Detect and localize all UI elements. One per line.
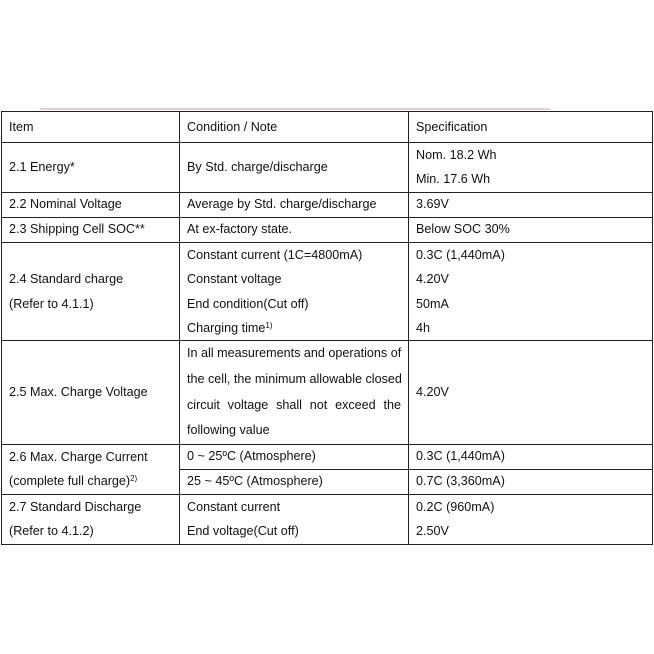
nominal-voltage-spec: 3.69V xyxy=(409,192,653,217)
max-charge-voltage-spec: 4.20V xyxy=(409,341,653,444)
condition-line: In all measurements and operations of xyxy=(187,346,402,361)
table-header-row xyxy=(2,112,653,143)
header-specification: Specification xyxy=(409,112,653,143)
standard-discharge-item xyxy=(2,494,180,544)
standard-discharge-item-title: 2.7 Standard Discharge xyxy=(9,499,142,514)
charging-time-label: Charging time xyxy=(187,320,266,335)
energy-spec-nom: Nom. 18.2 Wh xyxy=(416,148,497,162)
condition-line: Constant current (1C=4800mA) xyxy=(187,247,363,262)
condition-line: Constant voltage xyxy=(187,272,282,287)
shipping-soc-condition: At ex-factory state. xyxy=(180,217,409,242)
condition-line xyxy=(187,316,401,340)
max-charge-current-spec-1: 0.3C (1,440mA) xyxy=(409,444,653,469)
max-charge-current-item-title: 2.6 Max. Charge Current xyxy=(9,449,148,464)
row-max-charge-voltage xyxy=(2,341,653,444)
spec-line: 2.50V xyxy=(416,524,449,539)
standard-charge-item-ref: (Refer to 4.1.1) xyxy=(9,296,94,311)
standard-discharge-item-ref: (Refer to 4.1.2) xyxy=(9,524,94,539)
max-charge-current-condition-1: 0 ~ 25ºC (Atmosphere) xyxy=(180,444,409,469)
row-shipping-soc xyxy=(2,217,653,242)
row-standard-charge xyxy=(2,242,653,341)
footnote-marker: 1) xyxy=(265,320,273,330)
specification-table xyxy=(1,111,653,545)
standard-charge-specs xyxy=(409,242,653,341)
condition-line: End voltage(Cut off) xyxy=(187,524,299,539)
header-condition: Condition / Note xyxy=(180,112,409,143)
row-max-charge-current-a xyxy=(2,444,653,469)
row-energy xyxy=(2,143,653,193)
header-item: Item xyxy=(2,112,180,143)
standard-charge-item xyxy=(2,242,180,341)
row-nominal-voltage xyxy=(2,192,653,217)
energy-item: 2.1 Energy* xyxy=(2,143,180,193)
spec-line: 0.3C (1,440mA) xyxy=(416,247,505,262)
max-charge-voltage-item: 2.5 Max. Charge Voltage xyxy=(2,341,180,444)
standard-discharge-specs xyxy=(409,494,653,544)
max-charge-current-item-note: (complete full charge)$^{2)}$ xyxy=(9,474,138,489)
standard-discharge-conditions xyxy=(180,494,409,544)
spec-line: 4.20V xyxy=(416,272,449,287)
energy-spec xyxy=(409,143,653,193)
footnote-marker: 2) xyxy=(130,474,138,484)
spec-line: 50mA xyxy=(416,296,449,311)
energy-spec-min: Min. 17.6 Wh xyxy=(416,172,491,187)
condition-line: End condition(Cut off) xyxy=(187,296,309,311)
condition-line: circuit voltage shall not exceed the xyxy=(187,397,401,412)
condition-line: following value xyxy=(187,423,270,438)
spec-line: 4h xyxy=(416,320,431,335)
shipping-soc-item: 2.3 Shipping Cell SOC** xyxy=(2,217,180,242)
max-charge-voltage-condition xyxy=(180,341,409,444)
condition-line: the cell, the minimum allowable closed xyxy=(187,371,402,386)
decorative-top-line xyxy=(40,108,550,110)
shipping-soc-spec: Below SOC 30% xyxy=(409,217,653,242)
condition-line: Constant current xyxy=(187,499,281,514)
energy-condition: By Std. charge/discharge xyxy=(180,143,409,193)
standard-charge-conditions xyxy=(180,242,409,341)
max-charge-current-spec-2: 0.7C (3,360mA) xyxy=(409,469,653,494)
nominal-voltage-condition: Average by Std. charge/discharge xyxy=(180,192,409,217)
standard-charge-item-title: 2.4 Standard charge xyxy=(9,272,124,287)
max-charge-current-condition-2: 25 ~ 45ºC (Atmosphere) xyxy=(180,469,409,494)
nominal-voltage-item: 2.2 Nominal Voltage xyxy=(2,192,180,217)
row-standard-discharge xyxy=(2,494,653,544)
max-charge-current-item xyxy=(2,444,180,494)
spec-line: 0.2C (960mA) xyxy=(416,499,495,514)
